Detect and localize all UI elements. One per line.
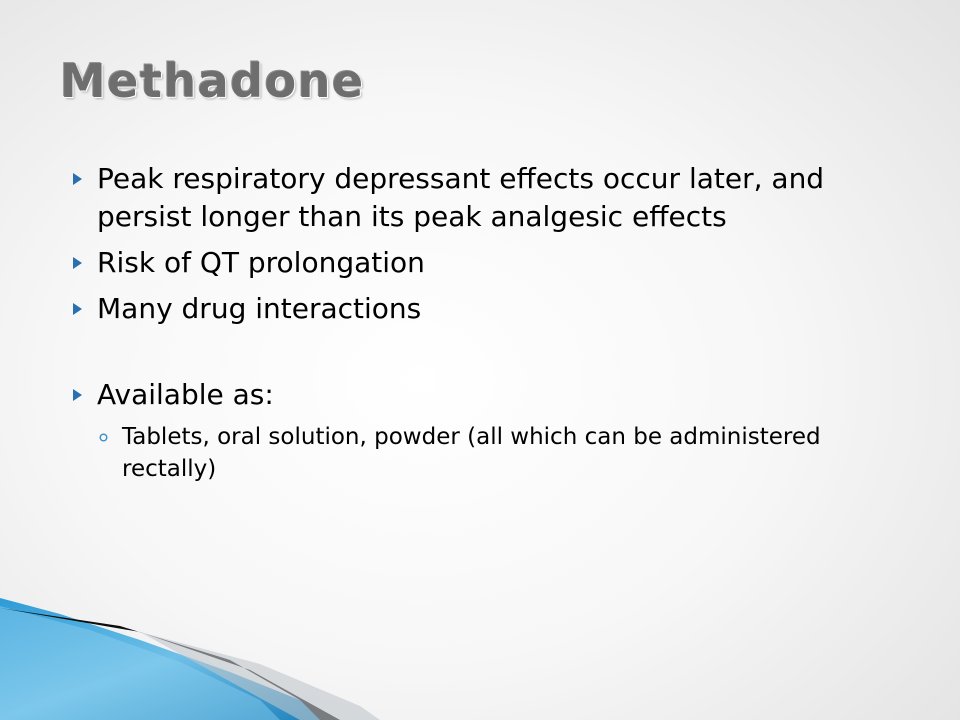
bullet-text: Peak respiratory depressant effects occur later, and persist longer than its peak analgesic effects bbox=[97, 162, 825, 233]
triangle-right-icon bbox=[70, 160, 84, 198]
sub-bullet-item bbox=[99, 421, 890, 485]
bullet-list bbox=[70, 160, 890, 485]
triangle-right-icon bbox=[70, 376, 84, 414]
bullet-text: Many drug interactions bbox=[97, 292, 422, 325]
ring-icon bbox=[99, 421, 113, 453]
bullet-item bbox=[70, 244, 890, 282]
bullet-item bbox=[70, 160, 890, 236]
triangle-right-icon bbox=[70, 244, 84, 282]
triangle-right-icon bbox=[70, 290, 84, 328]
bullet-item bbox=[70, 290, 890, 328]
sub-bullet-text: Tablets, oral solution, powder (all which can be administered rectally) bbox=[122, 424, 821, 482]
bullet-text: Available as: bbox=[97, 378, 274, 411]
slide-title: Methadone bbox=[60, 54, 365, 108]
bullet-text: Risk of QT prolongation bbox=[97, 246, 425, 279]
bullet-item bbox=[70, 376, 890, 414]
